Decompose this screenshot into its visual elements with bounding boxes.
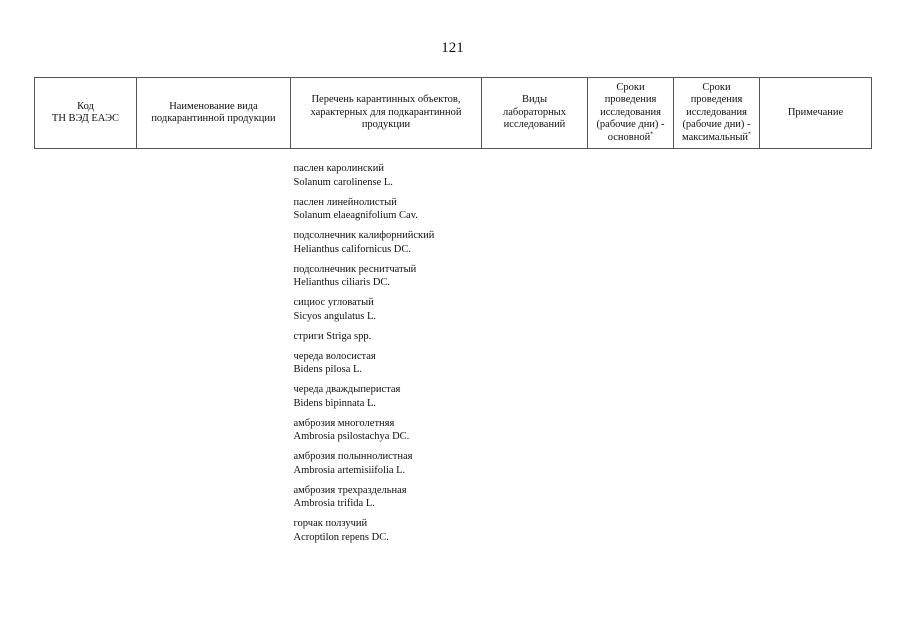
- quarantine-object-list: [291, 149, 482, 544]
- cell-base-period: [588, 149, 674, 551]
- list-item: амброзия многолетняя Ambrosia psilostachya DC.: [293, 417, 410, 442]
- table-header-row: [35, 78, 872, 149]
- cell-quarantine-list: [291, 149, 482, 551]
- quarantine-table: [34, 77, 872, 551]
- header-max-period: Сроки проведения исследования (рабочие дни) - максимальный*: [674, 78, 760, 149]
- header-quarantine-list: Перечень карантинных объектов, характерных для подкарантинной продукции: [291, 78, 482, 149]
- cell-code: [35, 149, 137, 551]
- list-item: стриги Striga spp.: [293, 330, 372, 342]
- cell-note: [760, 149, 872, 551]
- table-row: [35, 149, 872, 551]
- list-item: горчак ползучий Acroptilon repens DC.: [293, 518, 389, 543]
- list-item: амброзия полыннолистная Ambrosia artemisiifolia L.: [293, 451, 413, 476]
- list-item: амброзия трехраздельная Ambrosia trifida L.: [293, 484, 407, 509]
- list-item: череда дваждыперистая Bidens bipinnata L.: [293, 384, 401, 409]
- cell-lab-types: [482, 149, 588, 551]
- cell-max-period: [674, 149, 760, 551]
- header-lab-types: Виды лабораторных исследований: [482, 78, 588, 149]
- cell-product-name: [137, 149, 291, 551]
- list-item: подсолнечник реснитчатый Helianthus ciliaris DC.: [293, 263, 417, 288]
- header-product-name: Наименование вида подкарантинной продукции: [137, 78, 291, 149]
- list-item: подсолнечник калифорнийский Helianthus californicus DC.: [293, 230, 435, 255]
- list-item: череда волосистая Bidens pilosa L.: [293, 350, 376, 375]
- list-item: сициос угловатый Sicyos angulatus L.: [293, 297, 377, 322]
- header-code: Код ТН ВЭД ЕАЭС: [35, 78, 137, 149]
- list-item: паслен линейнолистый Solanum elaeagnifolium Cav.: [293, 196, 418, 221]
- list-item: паслен каролинский Solanum carolinense L.: [293, 163, 393, 188]
- header-note: Примечание: [760, 78, 872, 149]
- header-base-period: Сроки проведения исследования (рабочие дни) - основной*: [588, 78, 674, 149]
- page-number: 121: [441, 40, 464, 56]
